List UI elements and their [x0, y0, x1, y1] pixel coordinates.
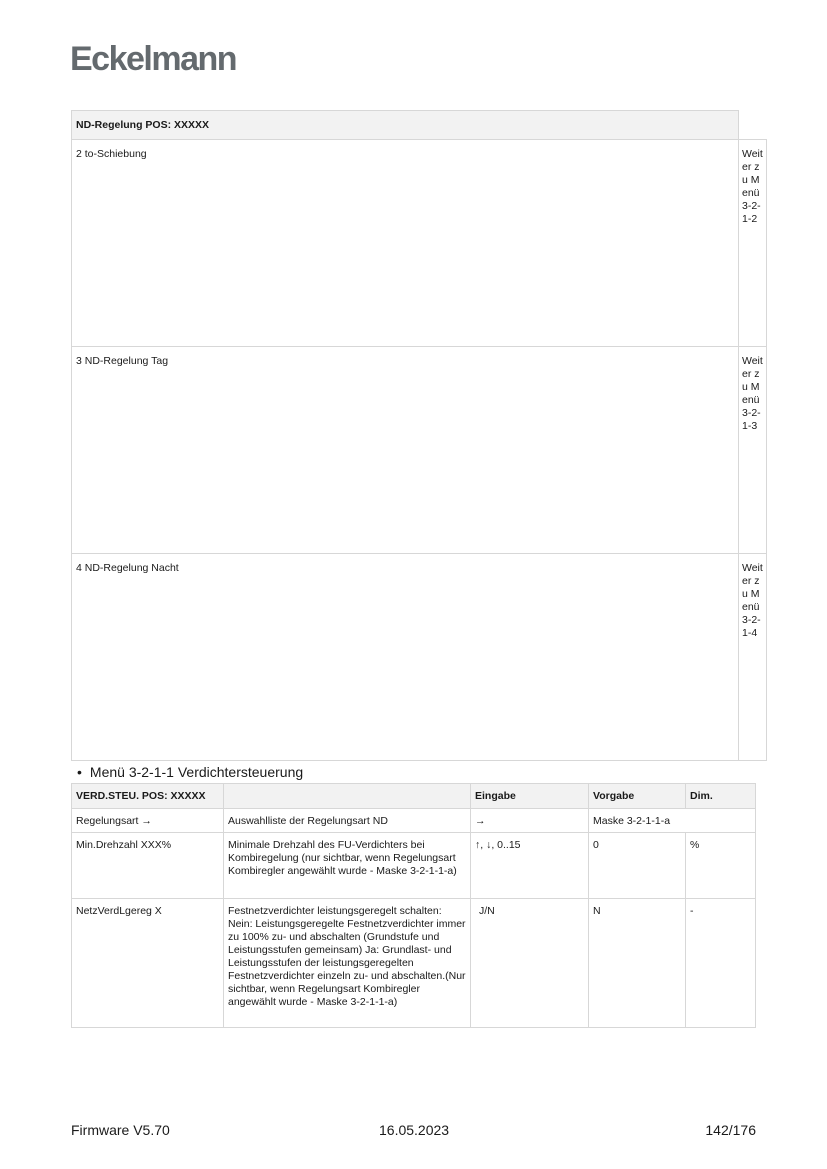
footer-firmware: Firmware V5.70: [71, 1122, 170, 1138]
column-header-default: Vorgabe: [589, 784, 686, 809]
table-row: [72, 899, 756, 1028]
footer-date: 16.05.2023: [379, 1122, 450, 1138]
param-name: NetzVerdLgereg X: [72, 899, 224, 1028]
param-description: Minimale Drehzahl des FU-Verdichters bei Kombiregelung (nur sichtbar, wenn Regelungsart Kombiregler angewählt wurde - Maske 3-2-1-1-a): [224, 833, 471, 899]
nd-regelung-table: [71, 110, 767, 761]
param-input: ↑, ↓, 0..15: [471, 833, 589, 899]
column-header-dim: Dim.: [686, 784, 756, 809]
menu-entry-label[interactable]: 3 ND-Regelung Tag: [72, 347, 739, 554]
column-header-description: [224, 784, 471, 809]
verdichtersteuerung-table: [71, 783, 756, 1028]
param-input: J/N: [471, 899, 589, 1028]
param-name: Min.Drehzahl XXX%: [72, 833, 224, 899]
menu-entry-label[interactable]: 4 ND-Regelung Nacht: [72, 554, 739, 761]
param-dim: %: [686, 833, 756, 899]
nd-regelung-table-header: ND-Regelung POS: XXXXX: [72, 111, 739, 140]
param-description: Festnetzverdichter leistungsgeregelt schalten: Nein: Leistungsgeregelte Festnetzverdichter immer zu 100% zu- und abschalten (Grundstufe und Leistungsstufen gemeinsam) Ja: Grundlast- und Leistungsstufen der leistungsgeregelten Festnetzverdichter einzeln zu- und abschalten.(Nur sichtbar, wenn Regelungsart Kombiregler angewählt wurde - Maske 3-2-1-1-a): [224, 899, 471, 1028]
bullet-icon: •: [77, 764, 82, 780]
param-description: Auswahlliste der Regelungsart ND: [224, 809, 471, 833]
section-heading: [77, 764, 303, 780]
column-header-name: VERD.STEU. POS: XXXXX: [72, 784, 224, 809]
menu-entry-label[interactable]: 2 to-Schiebung: [72, 140, 739, 347]
eckelmann-logo: Eckelmann: [70, 40, 237, 78]
param-default: Maske 3-2-1-1-a: [589, 809, 756, 833]
footer-page-number: 142/176: [705, 1122, 756, 1138]
menu-entry-link[interactable]: Weiter zu Menü 3-2-1-2: [739, 140, 767, 347]
section-heading-text: Menü 3-2-1-1 Verdichtersteuerung: [89, 764, 304, 780]
table-row: [72, 140, 767, 347]
menu-entry-link[interactable]: Weiter zu Menü 3-2-1-4: [739, 554, 767, 761]
table-row: [72, 809, 756, 833]
param-default: 0: [589, 833, 686, 899]
table-row: [72, 833, 756, 899]
table-row: [72, 554, 767, 761]
param-dim: -: [686, 899, 756, 1028]
param-input: →: [471, 809, 589, 833]
table-row: [72, 347, 767, 554]
menu-entry-link[interactable]: Weiter zu Menü 3-2-1-3: [739, 347, 767, 554]
param-name: Regelungsart →: [72, 809, 224, 833]
column-header-input: Eingabe: [471, 784, 589, 809]
param-default: N: [589, 899, 686, 1028]
